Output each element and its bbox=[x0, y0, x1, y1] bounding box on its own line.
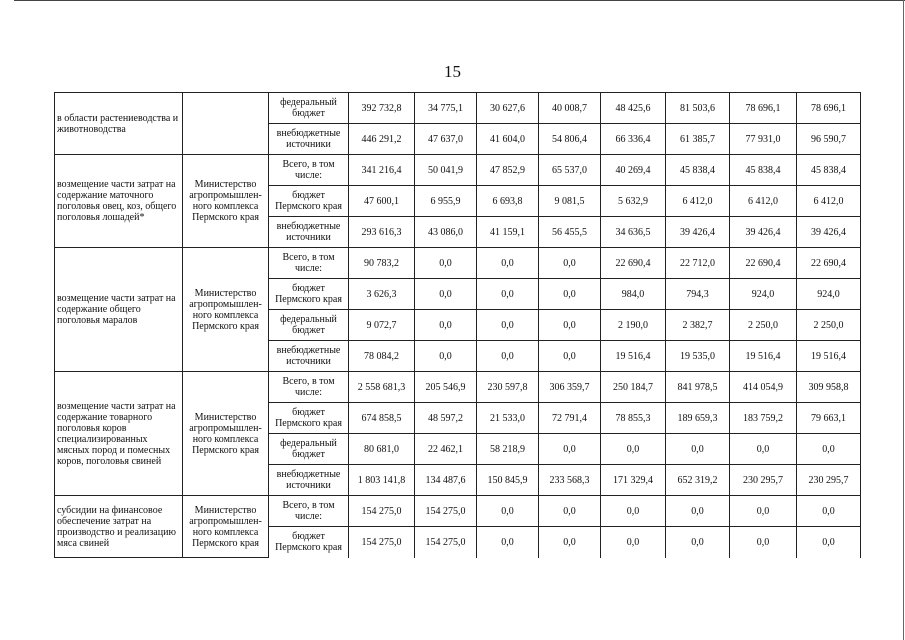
value-cell: 43 086,0 bbox=[415, 217, 477, 248]
value-cell: 19 535,0 bbox=[666, 341, 730, 372]
value-cell: 0,0 bbox=[730, 434, 797, 465]
funding-source: внебюджетные источники bbox=[269, 465, 349, 496]
value-cell: 183 759,2 bbox=[730, 403, 797, 434]
value-cell: 3 626,3 bbox=[349, 279, 415, 310]
funding-source: Всего, в том числе: bbox=[269, 155, 349, 186]
executor-cell: Министерство агропромышлен-ного комплекса Пермского края bbox=[183, 372, 269, 496]
value-cell: 0,0 bbox=[415, 279, 477, 310]
page-edge bbox=[903, 0, 904, 640]
value-cell: 0,0 bbox=[601, 434, 666, 465]
value-cell: 80 681,0 bbox=[349, 434, 415, 465]
value-cell: 45 838,4 bbox=[797, 155, 861, 186]
value-cell: 47 637,0 bbox=[415, 124, 477, 155]
value-cell: 392 732,8 bbox=[349, 93, 415, 124]
funding-source: внебюджетные источники bbox=[269, 124, 349, 155]
value-cell: 78 855,3 bbox=[601, 403, 666, 434]
value-cell: 0,0 bbox=[666, 496, 730, 527]
measure-description: возмещение части затрат на содержание общего поголовья маралов bbox=[55, 248, 183, 372]
value-cell: 41 604,0 bbox=[477, 124, 539, 155]
value-cell: 0,0 bbox=[415, 310, 477, 341]
value-cell: 65 537,0 bbox=[539, 155, 601, 186]
value-cell: 39 426,4 bbox=[666, 217, 730, 248]
value-cell: 794,3 bbox=[666, 279, 730, 310]
measure-description: в области растениеводства и животноводства bbox=[55, 93, 183, 155]
value-cell: 5 632,9 bbox=[601, 186, 666, 217]
value-cell: 154 275,0 bbox=[415, 527, 477, 558]
value-cell: 22 462,1 bbox=[415, 434, 477, 465]
value-cell: 9 081,5 bbox=[539, 186, 601, 217]
value-cell: 45 838,4 bbox=[730, 155, 797, 186]
value-cell: 40 269,4 bbox=[601, 155, 666, 186]
value-cell: 61 385,7 bbox=[666, 124, 730, 155]
value-cell: 79 663,1 bbox=[797, 403, 861, 434]
value-cell: 0,0 bbox=[415, 341, 477, 372]
value-cell: 34 775,1 bbox=[415, 93, 477, 124]
value-cell: 0,0 bbox=[601, 527, 666, 558]
value-cell: 0,0 bbox=[730, 496, 797, 527]
value-cell: 90 783,2 bbox=[349, 248, 415, 279]
value-cell: 230 295,7 bbox=[730, 465, 797, 496]
value-cell: 0,0 bbox=[539, 248, 601, 279]
value-cell: 0,0 bbox=[477, 279, 539, 310]
value-cell: 48 425,6 bbox=[601, 93, 666, 124]
value-cell: 0,0 bbox=[539, 496, 601, 527]
value-cell: 6 412,0 bbox=[797, 186, 861, 217]
value-cell: 0,0 bbox=[730, 527, 797, 558]
funding-table bbox=[54, 92, 861, 558]
value-cell: 924,0 bbox=[730, 279, 797, 310]
value-cell: 230 295,7 bbox=[797, 465, 861, 496]
funding-source: бюджет Пермского края bbox=[269, 186, 349, 217]
funding-source: внебюджетные источники bbox=[269, 341, 349, 372]
value-cell: 0,0 bbox=[539, 310, 601, 341]
value-cell: 77 931,0 bbox=[730, 124, 797, 155]
value-cell: 19 516,4 bbox=[730, 341, 797, 372]
value-cell: 134 487,6 bbox=[415, 465, 477, 496]
value-cell: 19 516,4 bbox=[797, 341, 861, 372]
value-cell: 22 712,0 bbox=[666, 248, 730, 279]
value-cell: 154 275,0 bbox=[349, 496, 415, 527]
value-cell: 81 503,6 bbox=[666, 93, 730, 124]
table-row bbox=[55, 155, 861, 186]
value-cell: 306 359,7 bbox=[539, 372, 601, 403]
table-row bbox=[55, 496, 861, 527]
value-cell: 48 597,2 bbox=[415, 403, 477, 434]
executor-cell: Министерство агропромышлен-ного комплекса Пермского края bbox=[183, 155, 269, 248]
value-cell: 984,0 bbox=[601, 279, 666, 310]
measure-description: возмещение части затрат на содержание товарного поголовья коров специализированных мясных пород и помесных коров, поголовья свиней bbox=[55, 372, 183, 496]
value-cell: 674 858,5 bbox=[349, 403, 415, 434]
value-cell: 22 690,4 bbox=[797, 248, 861, 279]
value-cell: 19 516,4 bbox=[601, 341, 666, 372]
value-cell: 0,0 bbox=[539, 279, 601, 310]
executor-cell bbox=[183, 93, 269, 155]
funding-source: бюджет Пермского края bbox=[269, 403, 349, 434]
value-cell: 2 558 681,3 bbox=[349, 372, 415, 403]
value-cell: 39 426,4 bbox=[797, 217, 861, 248]
funding-source: федеральный бюджет bbox=[269, 434, 349, 465]
value-cell: 78 696,1 bbox=[730, 93, 797, 124]
value-cell: 0,0 bbox=[477, 341, 539, 372]
value-cell: 414 054,9 bbox=[730, 372, 797, 403]
value-cell: 0,0 bbox=[539, 341, 601, 372]
value-cell: 0,0 bbox=[601, 496, 666, 527]
value-cell: 47 852,9 bbox=[477, 155, 539, 186]
value-cell: 2 250,0 bbox=[730, 310, 797, 341]
value-cell: 2 382,7 bbox=[666, 310, 730, 341]
value-cell: 96 590,7 bbox=[797, 124, 861, 155]
value-cell: 30 627,6 bbox=[477, 93, 539, 124]
table-row bbox=[55, 372, 861, 403]
funding-source: Всего, в том числе: bbox=[269, 496, 349, 527]
funding-source: внебюджетные источники bbox=[269, 217, 349, 248]
value-cell: 341 216,4 bbox=[349, 155, 415, 186]
value-cell: 40 008,7 bbox=[539, 93, 601, 124]
value-cell: 309 958,8 bbox=[797, 372, 861, 403]
top-rule bbox=[14, 0, 905, 1]
value-cell: 230 597,8 bbox=[477, 372, 539, 403]
value-cell: 45 838,4 bbox=[666, 155, 730, 186]
value-cell: 150 845,9 bbox=[477, 465, 539, 496]
executor-cell: Министерство агропромышлен-ного комплекса Пермского края bbox=[183, 248, 269, 372]
value-cell: 0,0 bbox=[666, 527, 730, 558]
value-cell: 21 533,0 bbox=[477, 403, 539, 434]
value-cell: 47 600,1 bbox=[349, 186, 415, 217]
value-cell: 6 693,8 bbox=[477, 186, 539, 217]
value-cell: 233 568,3 bbox=[539, 465, 601, 496]
value-cell: 0,0 bbox=[415, 248, 477, 279]
value-cell: 66 336,4 bbox=[601, 124, 666, 155]
measure-description: возмещение части затрат на содержание маточного поголовья овец, коз, общего поголовья лошадей* bbox=[55, 155, 183, 248]
value-cell: 34 636,5 bbox=[601, 217, 666, 248]
value-cell: 189 659,3 bbox=[666, 403, 730, 434]
value-cell: 39 426,4 bbox=[730, 217, 797, 248]
funding-source: Всего, в том числе: bbox=[269, 248, 349, 279]
page-number: 15 bbox=[444, 62, 461, 81]
table-row bbox=[55, 248, 861, 279]
value-cell: 0,0 bbox=[797, 496, 861, 527]
value-cell: 78 696,1 bbox=[797, 93, 861, 124]
value-cell: 154 275,0 bbox=[415, 496, 477, 527]
value-cell: 6 955,9 bbox=[415, 186, 477, 217]
funding-source: бюджет Пермского края bbox=[269, 279, 349, 310]
value-cell: 293 616,3 bbox=[349, 217, 415, 248]
value-cell: 78 084,2 bbox=[349, 341, 415, 372]
funding-source: федеральный бюджет bbox=[269, 310, 349, 341]
value-cell: 0,0 bbox=[797, 434, 861, 465]
value-cell: 2 250,0 bbox=[797, 310, 861, 341]
value-cell: 652 319,2 bbox=[666, 465, 730, 496]
value-cell: 56 455,5 bbox=[539, 217, 601, 248]
value-cell: 72 791,4 bbox=[539, 403, 601, 434]
value-cell: 924,0 bbox=[797, 279, 861, 310]
value-cell: 0,0 bbox=[666, 434, 730, 465]
table-row bbox=[55, 93, 861, 124]
value-cell: 6 412,0 bbox=[730, 186, 797, 217]
value-cell: 9 072,7 bbox=[349, 310, 415, 341]
value-cell: 171 329,4 bbox=[601, 465, 666, 496]
funding-source: бюджет Пермского края bbox=[269, 527, 349, 558]
value-cell: 0,0 bbox=[477, 310, 539, 341]
value-cell: 0,0 bbox=[797, 527, 861, 558]
value-cell: 1 803 141,8 bbox=[349, 465, 415, 496]
value-cell: 6 412,0 bbox=[666, 186, 730, 217]
value-cell: 22 690,4 bbox=[730, 248, 797, 279]
value-cell: 0,0 bbox=[477, 527, 539, 558]
value-cell: 41 159,1 bbox=[477, 217, 539, 248]
value-cell: 0,0 bbox=[539, 527, 601, 558]
value-cell: 841 978,5 bbox=[666, 372, 730, 403]
value-cell: 50 041,9 bbox=[415, 155, 477, 186]
executor-cell: Министерство агропромышлен-ного комплекса Пермского края bbox=[183, 496, 269, 558]
value-cell: 22 690,4 bbox=[601, 248, 666, 279]
value-cell: 205 546,9 bbox=[415, 372, 477, 403]
funding-source: Всего, в том числе: bbox=[269, 372, 349, 403]
value-cell: 0,0 bbox=[539, 434, 601, 465]
value-cell: 0,0 bbox=[477, 496, 539, 527]
value-cell: 58 218,9 bbox=[477, 434, 539, 465]
value-cell: 54 806,4 bbox=[539, 124, 601, 155]
value-cell: 154 275,0 bbox=[349, 527, 415, 558]
funding-source: федеральный бюджет bbox=[269, 93, 349, 124]
value-cell: 2 190,0 bbox=[601, 310, 666, 341]
value-cell: 446 291,2 bbox=[349, 124, 415, 155]
measure-description: субсидии на финансовое обеспечение затрат на производство и реализацию мяса свиней bbox=[55, 496, 183, 558]
value-cell: 0,0 bbox=[477, 248, 539, 279]
value-cell: 250 184,7 bbox=[601, 372, 666, 403]
